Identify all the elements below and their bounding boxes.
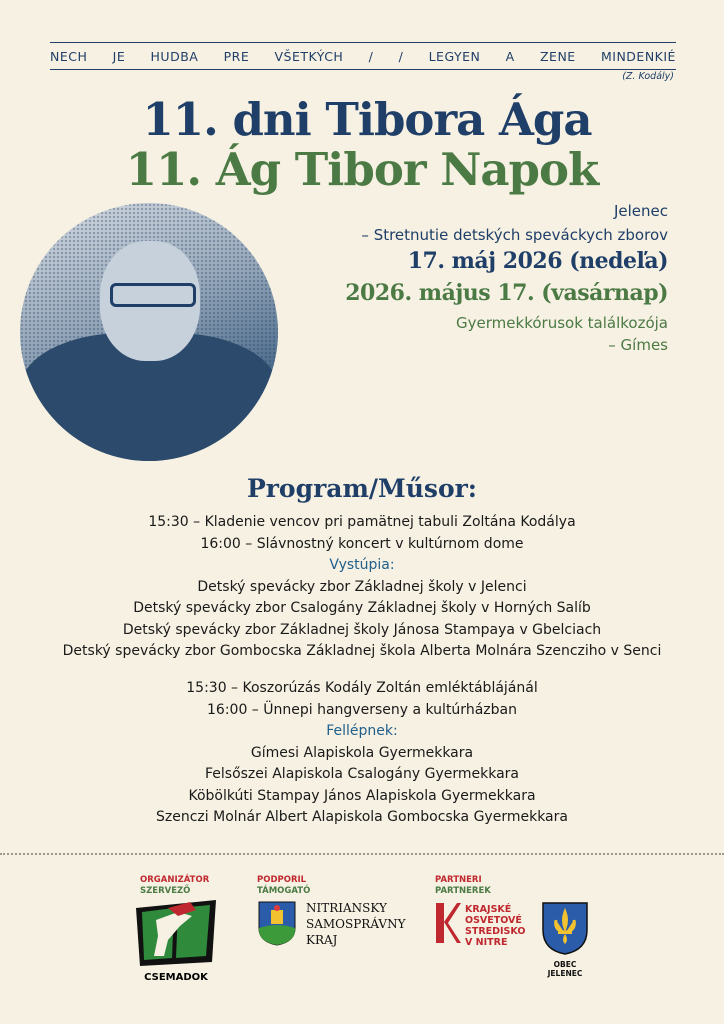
program-line: 16:00 – Slávnostný koncert v kultúrnom dome bbox=[200, 535, 524, 552]
nitra-region-crest-icon bbox=[257, 900, 297, 946]
kos-nitra-label bbox=[465, 904, 525, 948]
jelenec-crest-icon bbox=[540, 900, 590, 956]
motto-attribution: (Z. Kodály) bbox=[622, 71, 674, 82]
jelenec-line-2: JELENEC bbox=[547, 969, 583, 978]
motto-word: A bbox=[505, 48, 515, 64]
program-line: 16:00 – Ünnepi hangverseny a kultúrházban bbox=[207, 701, 517, 718]
organizer-label-hu: SZERVEZŐ bbox=[140, 886, 191, 896]
motto-word: / bbox=[368, 48, 374, 64]
event-desc-hu: Gyermekkórusok találkozója bbox=[456, 314, 668, 332]
nsk-line-1: NITRIANSKY bbox=[306, 901, 387, 915]
csemadok-label: CSEMADOK bbox=[144, 972, 208, 983]
title-hungarian: 11. Ág Tibor Napok bbox=[125, 143, 599, 196]
program-line: Gímesi Alapiskola Gyermekkara bbox=[250, 744, 474, 761]
nsk-line-2: SAMOSPRÁVNY bbox=[306, 917, 406, 931]
motto-word: NECH bbox=[50, 48, 88, 64]
portrait-glasses bbox=[110, 283, 196, 307]
motto-word: JE bbox=[112, 48, 126, 64]
kos-line-4: V NITRE bbox=[465, 937, 508, 948]
program-heading: Program/Műsor: bbox=[246, 474, 478, 503]
motto-banner bbox=[50, 42, 676, 70]
nitra-region-label bbox=[306, 900, 406, 948]
program-line: Detský spevácky zbor Gombocska Základnej škola Alberta Molnára Szencziho v Senci bbox=[62, 643, 662, 659]
support-label-hu: TÁMOGATÓ bbox=[257, 886, 311, 896]
partners-label-sk: PARTNERI bbox=[435, 875, 482, 885]
csemadok-logo-icon bbox=[134, 900, 218, 970]
motto-word: HUDBA bbox=[150, 48, 199, 64]
kos-line-1: KRAJSKÉ bbox=[465, 904, 512, 915]
program-subheading: Fellépnek: bbox=[326, 723, 398, 739]
program-slovak bbox=[0, 512, 724, 663]
support-label-sk: PODPORIL bbox=[257, 875, 307, 885]
title-slovak: 11. dni Tibora Ága bbox=[142, 93, 592, 146]
program-hungarian bbox=[0, 678, 724, 829]
partners-label-hu: PARTNEREK bbox=[435, 886, 491, 896]
program-line: Felsőszei Alapiskola Csalogány Gyermekkara bbox=[204, 766, 520, 782]
kos-line-2: OSVETOVÉ bbox=[465, 915, 522, 926]
event-place-hu: – Gímes bbox=[608, 336, 668, 354]
program-line: 15:30 – Kladenie vencov pri pamätnej tabuli Zoltána Kodálya bbox=[148, 514, 576, 530]
motto-word: LEGYEN bbox=[428, 48, 481, 64]
footer-divider bbox=[0, 853, 724, 855]
kos-nitra-logo-icon bbox=[435, 902, 461, 944]
support-label bbox=[257, 875, 310, 897]
organizer-label-sk: ORGANIZÁTOR bbox=[140, 875, 210, 885]
motto-word: / bbox=[398, 48, 404, 64]
program-line: Detský spevácky zbor Základnej školy v Jelenci bbox=[197, 578, 527, 595]
program-subheading: Vystúpia: bbox=[329, 557, 395, 573]
nsk-line-3: KRAJ bbox=[306, 933, 338, 947]
event-date-hu: 2026. május 17. (vasárnap) bbox=[345, 280, 668, 306]
program-line: Köbölkúti Stampay János Alapiskola Gyermekkara bbox=[188, 787, 536, 804]
program-line: Szenczi Molnár Albert Alapiskola Gombocska Gyermekkara bbox=[156, 809, 568, 825]
jelenec-line-1: OBEC bbox=[553, 960, 577, 969]
organizer-label bbox=[140, 875, 209, 897]
motto-word: VŠETKÝCH bbox=[274, 48, 344, 64]
event-desc-sk: – Stretnutie detských speváckych zborov bbox=[361, 226, 668, 244]
partners-label bbox=[435, 875, 491, 897]
portrait-photo bbox=[20, 203, 278, 461]
program-line: 15:30 – Koszorúzás Kodály Zoltán emléktáblájánál bbox=[186, 680, 538, 696]
motto-word: MINDENKIÉ bbox=[600, 48, 676, 64]
jelenec-label bbox=[540, 960, 590, 978]
motto-word: PRE bbox=[223, 48, 250, 64]
program-line: Detský spevácky zbor Základnej školy Jánosa Stampaya v Gbelciach bbox=[122, 621, 602, 638]
event-place-sk: Jelenec bbox=[613, 202, 668, 220]
kos-line-3: STREDISKO bbox=[465, 926, 526, 937]
program-line: Detský spevácky zbor Csalogány Základnej školy v Horných Salíb bbox=[133, 600, 591, 616]
event-date-sk: 17. máj 2026 (nedeľa) bbox=[407, 248, 668, 274]
motto-word: ZENE bbox=[539, 48, 576, 64]
